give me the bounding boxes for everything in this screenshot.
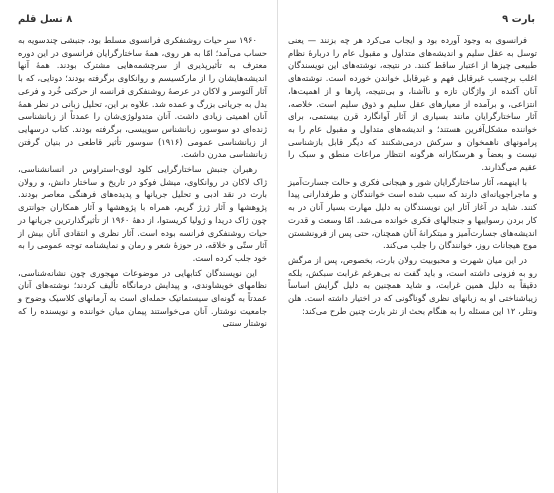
right-page-body (288, 34, 537, 317)
left-paragraph-3: این نویسندگان کتابهایی در موضوعات مهجوری چون نشانه‌شناسی، نظامهای خویشاوندی، و پیدایش درمانگاه تألیف کردند؛ نوشته‌های آنان عمدتاً به گونه‌ای سیستماتیک حمله‌ای است به آرمانهای کلاسیک وضوح و جامعیت نوشتار. آنان می‌خواستند پیمان میان خواننده و نویسنده را که نوشتار سنتی (18, 267, 267, 329)
right-page (278, 0, 554, 493)
right-paragraph-2: با اینهمه، آثار ساختارگرایان شور و هیجانی فکری و حالت جسارت‌آمیز و ماجراجویانه‌ای دارند که سبب شده است خوانندگان و طرفدارانی پیدا کنند. شاید در آغاز آثار این نویسندگان به دلیل مهارت بسیار آنان در به کار بردن رسواییها و جنجالهای فکری خوانده می‌شد. امّا وسعت و قدرت اندیشه‌های جسارت‌آمیز و مبتکرانهٔ آنان همچنان، حتی پس از فرونشستن موج هیجانات روز، خوانندگان را جلب می‌کند. (288, 176, 537, 251)
left-paragraph-1: ۱۹۶۰ سر حیات روشنفکری فرانسوی مسلط بود، جنبشی چندسویه به حساب می‌آمد؛ امّا به هر روی، همهٔ ساختارگرایان فرانسوی در این دوره معترف به تأثیرپذیری از سرچشمه‌هایی مشترک بودند. همهٔ آنها اندیشه‌هایشان را از مارکسیسم و روانکاوی برگرفته بودند؛ دوتایی، که با آثار آلتوسر و لاکان در عرصهٔ روشنفکری فرانسه از حرکتی خُرد و فرعی بدل به جریانی بزرگ و عمده شد. علاوه بر این، تحلیل زبانی در نظر همهٔ آنان اهمیتی زیادی داشت. آنان متدولوژی‌شان را عمدتاً از زبانشناسی ژنده‌ای دو سوسور، زبانشناس سوییسی، برگرفته بودند. کتاب درسهایی از زبانشناسی عمومی (۱۹۱۶) سوسور تأثیر قاطعی در بنیان گرفتن زبانشناسی مدرن داشت. (18, 35, 267, 160)
right-paragraph-3: در این میان شهرت و محبوبیت رولان بارت، بخصوص، پس از مرگش رو به فزونی داشته است، و باید گفت نه بی‌هرغم غرابت سبکش، بلکه دقیقاً به دلیل همین غرابت، و شاید همچنین به دلیل گرایش اساساً زیباشناختی او به زبانهای نظری گوناگونی که در اختیار داشته است. هلن ونتلر، ۱۲ این مسئله را به هنگام بحث از نثر بارت چنین طرح می‌کند: (288, 254, 537, 316)
right-paragraph-1: فرانسوی به وجود آورده بود و ایجاب می‌کرد هر چه بزنند — یعنی توسل به عقل سلیم و اندیشه‌های متداول و مقبول عام را دربارهٔ نظام طبیعی چیزها از اعتبار ساقط کنند. در نتیجه، نوشته‌های این نویسندگان اغلب برچسب غیرقابل فهم و غیرقابل خواندن خورده است. نوشته‌های آنان آکنده از واژگان تازه و ناآشنا، و بی‌نتیجه، پارها و از اهمیت‌ها، انتزاعی، و برآمده از معیارهای عقل سلیم و ذوق سلیم است. خلاصه، آثار ساختارگرایان مانند بسیاری از آثار آوانگارد قرن بیستمی، برای خواننده مشکل‌آفرین هستند؛ و اندیشه‌های متداول و مقبول عام را به پرامونهای ناهمخوان و سرکش درمی‌شکنند که دیگر قابل بازشناسی نیست و بعضاً و هرسکارانه هرگونه انتظار مراعات منطق و سبک را عقیم می‌گذارند. (288, 35, 537, 173)
left-page-body (18, 34, 267, 330)
left-paragraph-2: رهبران جنبش ساختارگرایی کلود لوی-استراوس در انسانشناسی، ژاک لاکان در روانکاوی، میشل فوکو در تاریخ و ساختار دانش، و رولان بارت در نقد ادبی و تحلیل جریانها و پدیده‌های فرهنگی معاصر بودند. پژوهشها و آثار ژرژ گریم، همراه با پژوهشها و آثار همکاران جوانتری چون ژاک دریدا و ژولیا کریستوا، از دههٔ ۱۹۶۰ از تأثیرگذارترین جریانها در حیات روشنفکری فرانسه بوده است. آثار نظری و انتقادی آنان بیش از آثار ستّی و خلاقه، در حوزهٔ شعر و رمان و نمایشنامه توجه عمومی را به خود جلب کرده است. (18, 164, 267, 263)
left-page-header: ۸ نسل قلم (18, 14, 73, 25)
right-page-header: بارت ۹ (502, 14, 535, 25)
